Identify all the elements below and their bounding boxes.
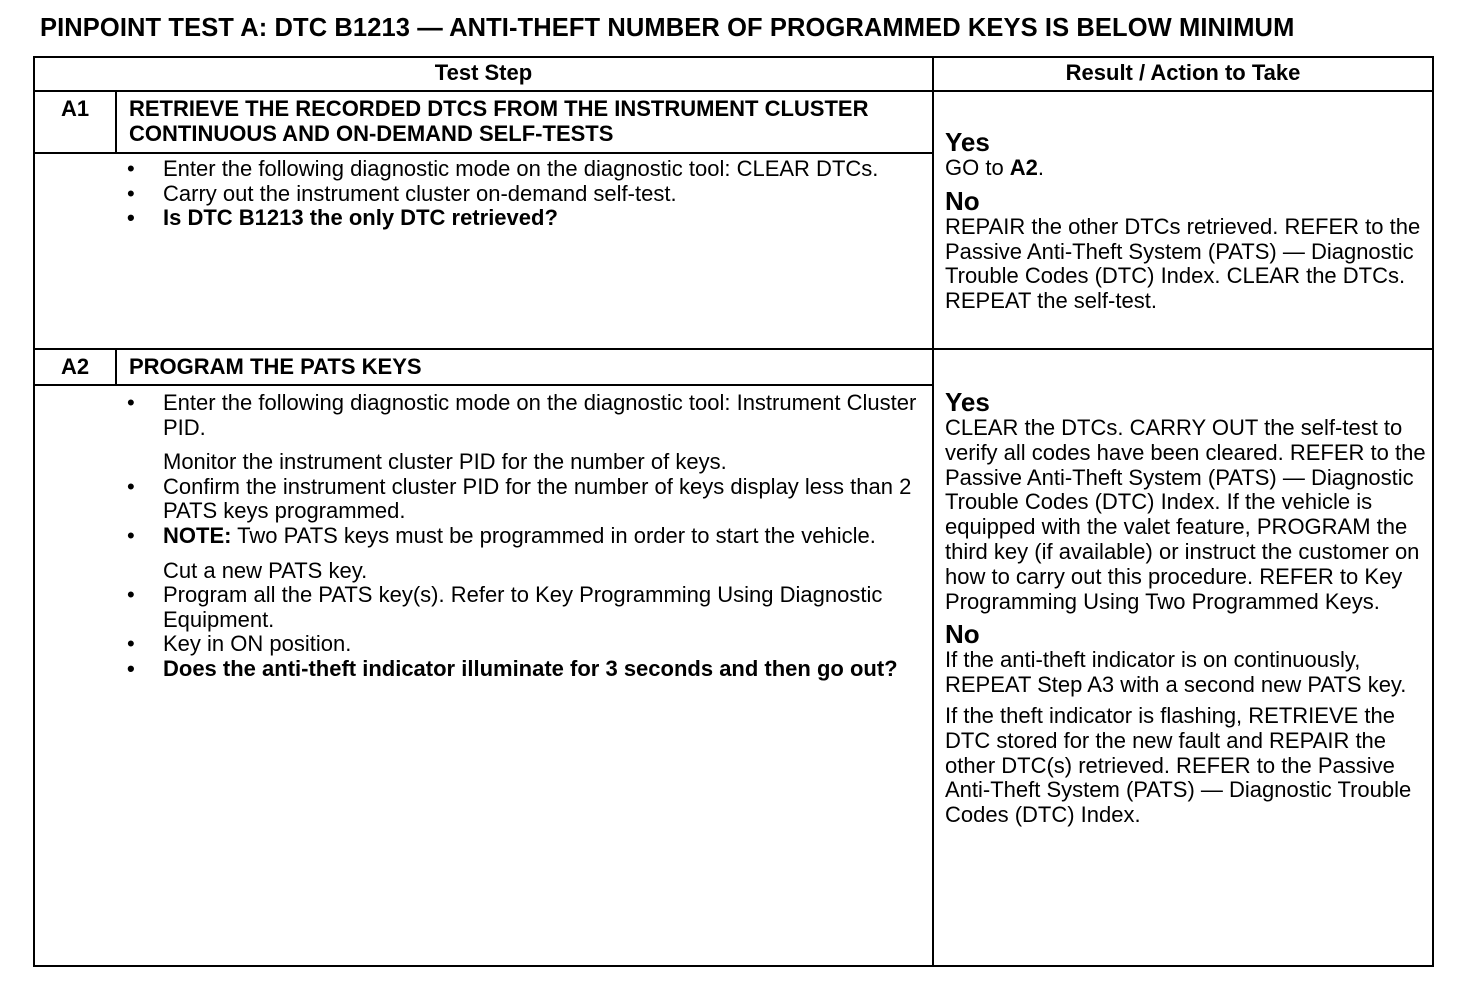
result-a1-no-text: REPAIR the other DTCs retrieved. REFER to the Passive Anti-Theft System (PATS) — Diagnostic Trouble Codes (DTC) Index. CLEAR the DTCs. REPEAT the self-test. [945,213,1421,314]
step-a2-item: • Confirm the instrument cluster PID for the number of keys display less than 2 PATS keys programmed. [127,475,917,524]
header-result: Result / Action to Take [1065,60,1301,85]
step-a2-item: Cut a new PATS key. [163,557,368,583]
result-a1-yes-label: Yes [945,127,990,157]
step-a2-items [127,391,917,682]
step-id-a2: A2 [60,354,90,379]
result-a1-yes-text: GO to A2. [945,155,1045,180]
table-border-right [1432,56,1434,967]
step-a2-item: Monitor the instrument cluster PID for the number of keys. [163,449,727,475]
a1-id-divider [115,90,117,153]
a1-title-divider [33,152,933,154]
table-border-bottom [33,965,1434,967]
a2-id-divider [115,348,117,385]
step-a2-item: • Key in ON position. [127,632,917,657]
result-a1-no-label: No [945,185,980,216]
step-a2-item: • Program all the PATS key(s). Refer to Key Programming Using Diagnostic Equipment. [127,583,917,632]
result-a2 [945,388,1430,828]
step-id-a1: A1 [60,96,90,121]
step-a2-question: • Does the anti-theft indicator illuminate for 3 seconds and then go out? [127,657,917,682]
step-a1-item: • Enter the following diagnostic mode on the diagnostic tool: CLEAR DTCs. [127,157,917,182]
column-divider [932,56,934,967]
result-a2-no-label: No [945,619,980,650]
step-a1-question: • Is DTC B1213 the only DTC retrieved? [127,206,917,231]
step-a1-item: • Carry out the instrument cluster on-demand self-test. [127,182,917,207]
header-test-step: Test Step [434,60,533,85]
table-border-left [33,56,35,967]
result-a2-yes-text: CLEAR the DTCs. CARRY OUT the self-test to verify all codes have been cleared. REFER to the Passive Anti-Theft System (PATS) — Diagnostic Trouble Codes (DTC) Index. If the vehicle is equipped with the valet feature, PROGRAM the third key (if available) or instruct the customer on how to carry out this procedure. REFER to Key Programming Using Two Programmed Keys. [945,415,1426,614]
a2-title-divider [33,384,933,386]
step-a2-item: • Enter the following diagnostic mode on the diagnostic tool: Instrument Cluster PID. [127,391,917,440]
step-a1-items [127,157,917,231]
pinpoint-test-table [33,56,1434,967]
step-separator [33,348,1434,350]
step-a2-note: • NOTE: Two PATS keys must be programmed in order to start the vehicle. [127,524,917,549]
result-a1 [945,128,1430,314]
result-a2-no-text-2: If the theft indicator is flashing, RETRIEVE the DTC stored for the new fault and REPAIR the other DTC(s) retrieved. REFER to the Passive Anti-Theft System (PATS) — Diagnostic Trouble Codes (DTC) Index. [945,702,1412,828]
step-title-a2: PROGRAM THE PATS KEYS [129,354,422,379]
step-title-a1: RETRIEVE THE RECORDED DTCS FROM THE INSTRUMENT CLUSTER CONTINUOUS AND ON-DEMAND SELF-TESTS [129,96,869,146]
result-a2-no-text-1: If the anti-theft indicator is on continuously, REPEAT Step A3 with a second new PATS key. [945,647,1407,698]
page-title: PINPOINT TEST A: DTC B1213 — ANTI-THEFT NUMBER OF PROGRAMMED KEYS IS BELOW MINIMUM [40,14,1295,42]
header-divider [33,90,1434,92]
result-a2-yes-label: Yes [945,387,990,417]
